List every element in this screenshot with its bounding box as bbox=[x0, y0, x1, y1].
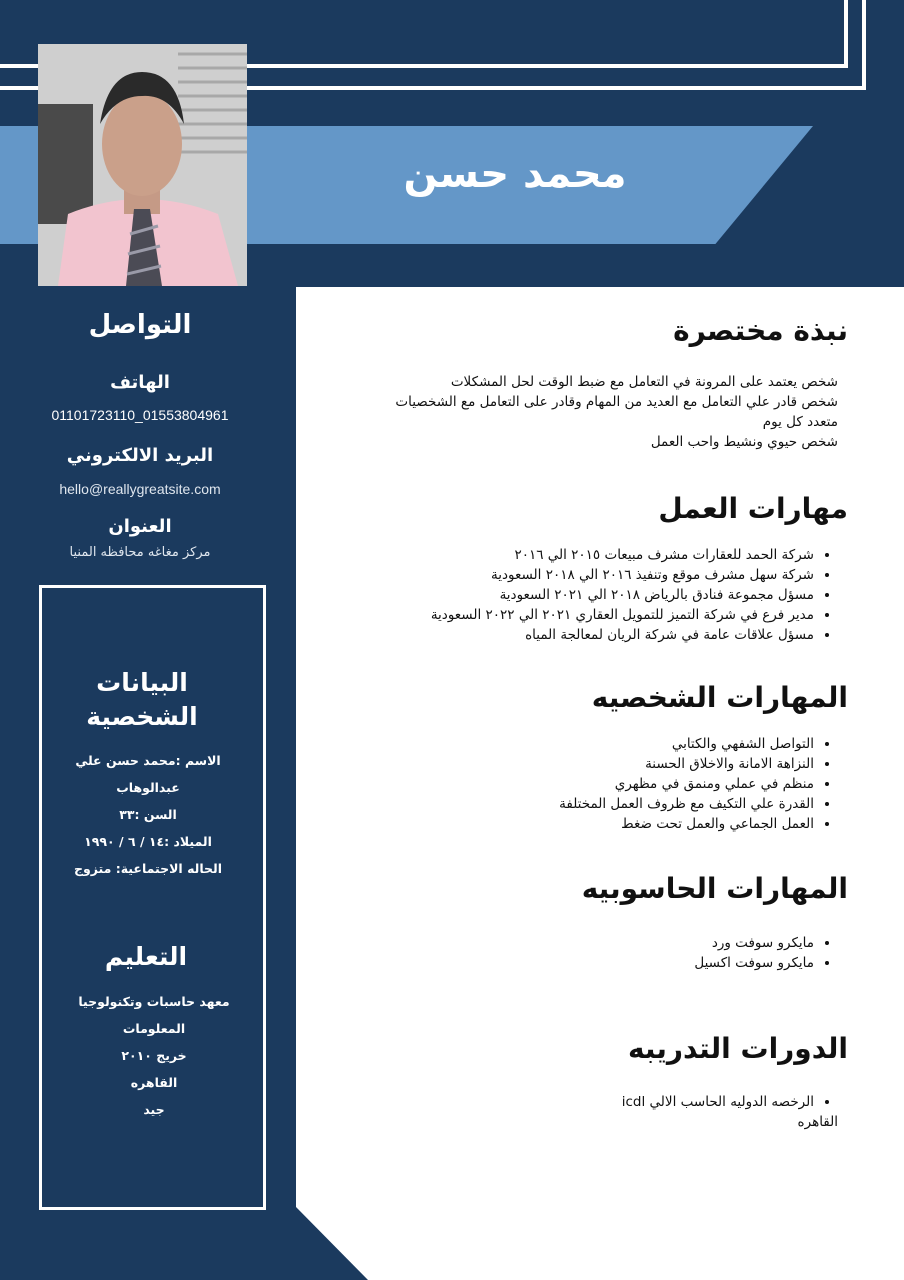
personal-line: الحاله الاجتماعية: متزوج bbox=[73, 861, 223, 876]
phone-value: 01101723110_01553804961 bbox=[51, 407, 229, 423]
personal-line: الميلاد :١٤ / ٦ / ١٩٩٠ bbox=[84, 834, 212, 849]
person-name: محمد حسن bbox=[403, 151, 627, 197]
computer-skills-list bbox=[314, 933, 848, 973]
work-item: • شركة الحمد للعقارات مشرف مبيعات ٢٠١٥ الي ٢٠١٦ bbox=[314, 545, 814, 565]
summary-line: شخص حيوي ونشيط واحب العمل bbox=[650, 434, 838, 450]
computer-skill-item: • مايكرو سوفت اكسيل bbox=[314, 953, 814, 973]
education-line: المعلومات bbox=[122, 1021, 186, 1036]
summary-line: شخص قادر علي التعامل مع العديد من المهام وقادر على التعامل مع الشخصيات bbox=[395, 394, 838, 410]
computer-skills-title: المهارات الحاسوبيه bbox=[581, 872, 848, 905]
email-label: البريد الالكتروني bbox=[66, 445, 214, 466]
personal-skill-item: • منظم في عملي ومنمق في مظهري bbox=[314, 774, 814, 794]
work-item: • شركة سهل مشرف موقع وتنفيذ ٢٠١٦ الي ٢٠١٨ السعودية bbox=[314, 565, 814, 585]
summary-title: نبذة مختصرة bbox=[673, 314, 848, 347]
email-value: hello@reallygreatsite.com bbox=[59, 481, 221, 497]
work-list bbox=[314, 545, 848, 645]
education-line: القاهره bbox=[130, 1075, 178, 1090]
personal-skill-item: • العمل الجماعي والعمل تحت ضغط bbox=[314, 814, 814, 834]
personal-line: الاسم :محمد حسن علي bbox=[75, 753, 221, 768]
personal-title-line1: البيانات bbox=[96, 668, 188, 697]
summary-line: متعدد كل يوم bbox=[762, 414, 838, 430]
personal-skill-item: • القدرة علي التكيف مع ظروف العمل المختلفة bbox=[314, 794, 814, 814]
personal-title-line2: الشخصية bbox=[86, 702, 198, 731]
course-item: • الرخصه الدوليه الحاسب الالي icdl bbox=[314, 1092, 814, 1112]
courses-title: الدورات التدريبه bbox=[627, 1032, 848, 1065]
work-title: مهارات العمل bbox=[658, 492, 848, 525]
personal-skills-list bbox=[314, 734, 848, 834]
summary-body bbox=[318, 372, 838, 452]
education-title: التعليم bbox=[104, 942, 188, 971]
work-item: • مسؤل مجموعة فنادق بالرياض ٢٠١٨ الي ٢٠٢١ السعودية bbox=[314, 585, 814, 605]
education-line: معهد حاسبات وتكنولوجيا bbox=[78, 994, 230, 1009]
work-item: • مدير فرع في شركة التميز للتمويل العقاري ٢٠٢١ الي ٢٠٢٢ السعودية bbox=[314, 605, 814, 625]
education-line: خريج ٢٠١٠ bbox=[121, 1048, 187, 1063]
personal-skills-title: المهارات الشخصيه bbox=[591, 681, 848, 714]
education-line: جيد bbox=[143, 1102, 165, 1117]
courses-list bbox=[314, 1092, 848, 1112]
personal-line: عبدالوهاب bbox=[116, 780, 180, 795]
phone-label: الهاتف bbox=[110, 372, 170, 393]
personal-data bbox=[48, 747, 248, 882]
personal-skill-item: • التواصل الشفهي والكتابي bbox=[314, 734, 814, 754]
contact-title: التواصل bbox=[88, 310, 192, 340]
personal-title bbox=[42, 666, 242, 734]
course-item-cont: القاهره bbox=[797, 1114, 838, 1130]
address-value: مركز مغاغه محافظه المنيا bbox=[69, 545, 211, 560]
personal-skill-item: • النزاهة الامانة والاخلاق الحسنة bbox=[314, 754, 814, 774]
personal-line: السن :٣٣ bbox=[119, 807, 177, 822]
education-data bbox=[54, 988, 254, 1123]
address-label: العنوان bbox=[108, 516, 172, 537]
computer-skill-item: • مايكرو سوفت ورد bbox=[314, 933, 814, 953]
work-item: • مسؤل علاقات عامة في شركة الريان لمعالجة المياه bbox=[314, 625, 814, 645]
profile-photo bbox=[38, 44, 247, 286]
summary-line: شخص يعتمد على المرونة في التعامل مع ضبط الوقت لحل المشكلات bbox=[450, 374, 838, 390]
